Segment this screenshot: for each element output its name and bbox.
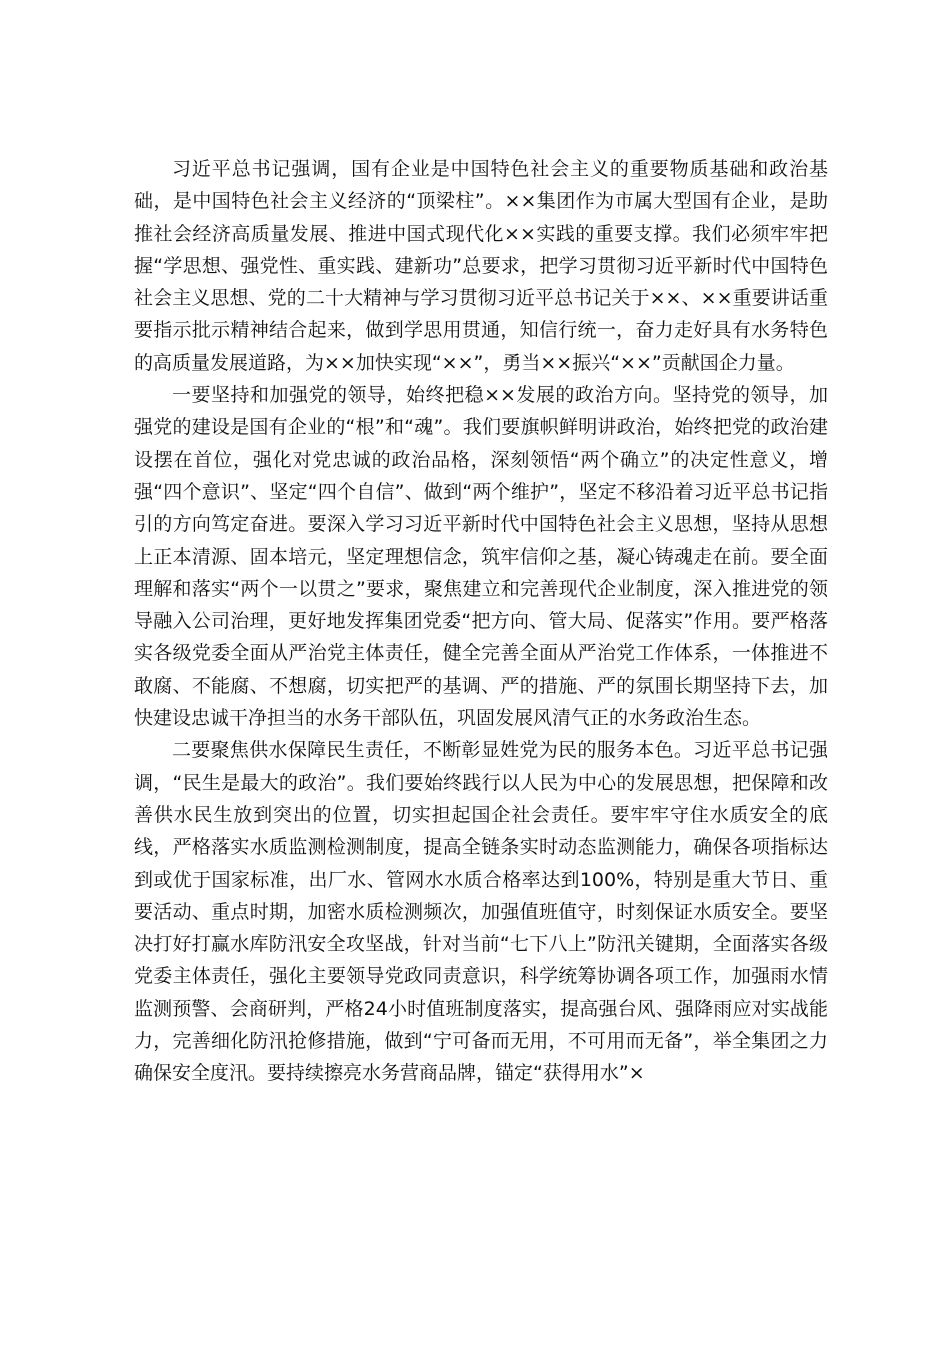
paragraph-party-leadership: 一要坚持和加强党的领导，始终把稳××发展的政治方向。坚持党的领导，加强党的建设是国有企业的“根”和“魂”。我们要旗帜鲜明讲政治，始终把党的政治建设摆在首位，强化对党忠诚的政治品格，深刻领悟“两个确立”的决定性意义，增强“四个意识”、坚定“四个自信”、做到“两个维护”，坚定不移沿着习近平总书记指引的方向笃定奋进。要深入学习习近平新时代中国特色社会主义思想，坚持从思想上正本清源、固本培元，坚定理想信念，筑牢信仰之基，凝心铸魂走在前。要全面理解和落实“两个一以贯之”要求，聚焦建立和完善现代企业制度，深入推进党的领导融入公司治理，更好地发挥集团党委“把方向、管大局、促落实”作用。要严格落实各级党委全面从严治党主体责任，健全完善全面从严治党工作体系，一体推进不敢腐、不能腐、不想腐，切实把严的基调、严的措施、严的氛围长期坚持下去，加快建设忠诚干净担当的水务干部队伍，巩固发展风清气正的水务政治生态。: [134, 384, 828, 730]
paragraph-intro: 习近平总书记强调，国有企业是中国特色社会主义的重要物质基础和政治基础，是中国特色社会主义经济的“顶梁柱”。××集团作为市属大型国有企业，是助推社会经济高质量发展、推进中国式现代化××实践的重要支撑。我们必须牢牢把握“学思想、强党性、重实践、建新功”总要求，把学习贯彻习近平新时代中国特色社会主义思想、党的二十大精神与学习贯彻习近平总书记关于××、××重要讲话重要指示批示精神结合起来，做到学思用贯通，知信行统一，奋力走好具有水务特色的高质量发展道路，为××加快实现“××”，勇当××振兴“××”贡献国企力量。: [134, 158, 828, 374]
paragraph-water-supply: 二要聚焦供水保障民生责任，不断彰显姓党为民的服务本色。习近平总书记强调，“民生是最大的政治”。我们要始终践行以人民为中心的发展思想，把保障和改善供水民生放到突出的位置，切实担起国企社会责任。要牢牢守住水质安全的底线，严格落实水质监测检测制度，提高全链条实时动态监测能力，确保各项指标达到或优于国家标准，出厂水、管网水水质合格率达到100%，特别是重大节日、重要活动、重点时期，加密水质检测频次，加强值班值守，时刻保证水质安全。要坚决打好打赢水库防汛安全攻坚战，针对当前“七下八上”防汛关键期，全面落实各级党委主体责任，强化主要领导党政同责意识，科学统筹协调各项工作，加强雨水情监测预警、会商研判，严格24小时值班制度落实，提高强台风、强降雨应对实战能力，完善细化防汛抢修措施，做到“宁可备而无用，不可用而无备”，举全集团之力确保安全度汛。要持续擦亮水务营商品牌，锚定“获得用水”×: [134, 739, 828, 1085]
document-body: [134, 153, 828, 1090]
